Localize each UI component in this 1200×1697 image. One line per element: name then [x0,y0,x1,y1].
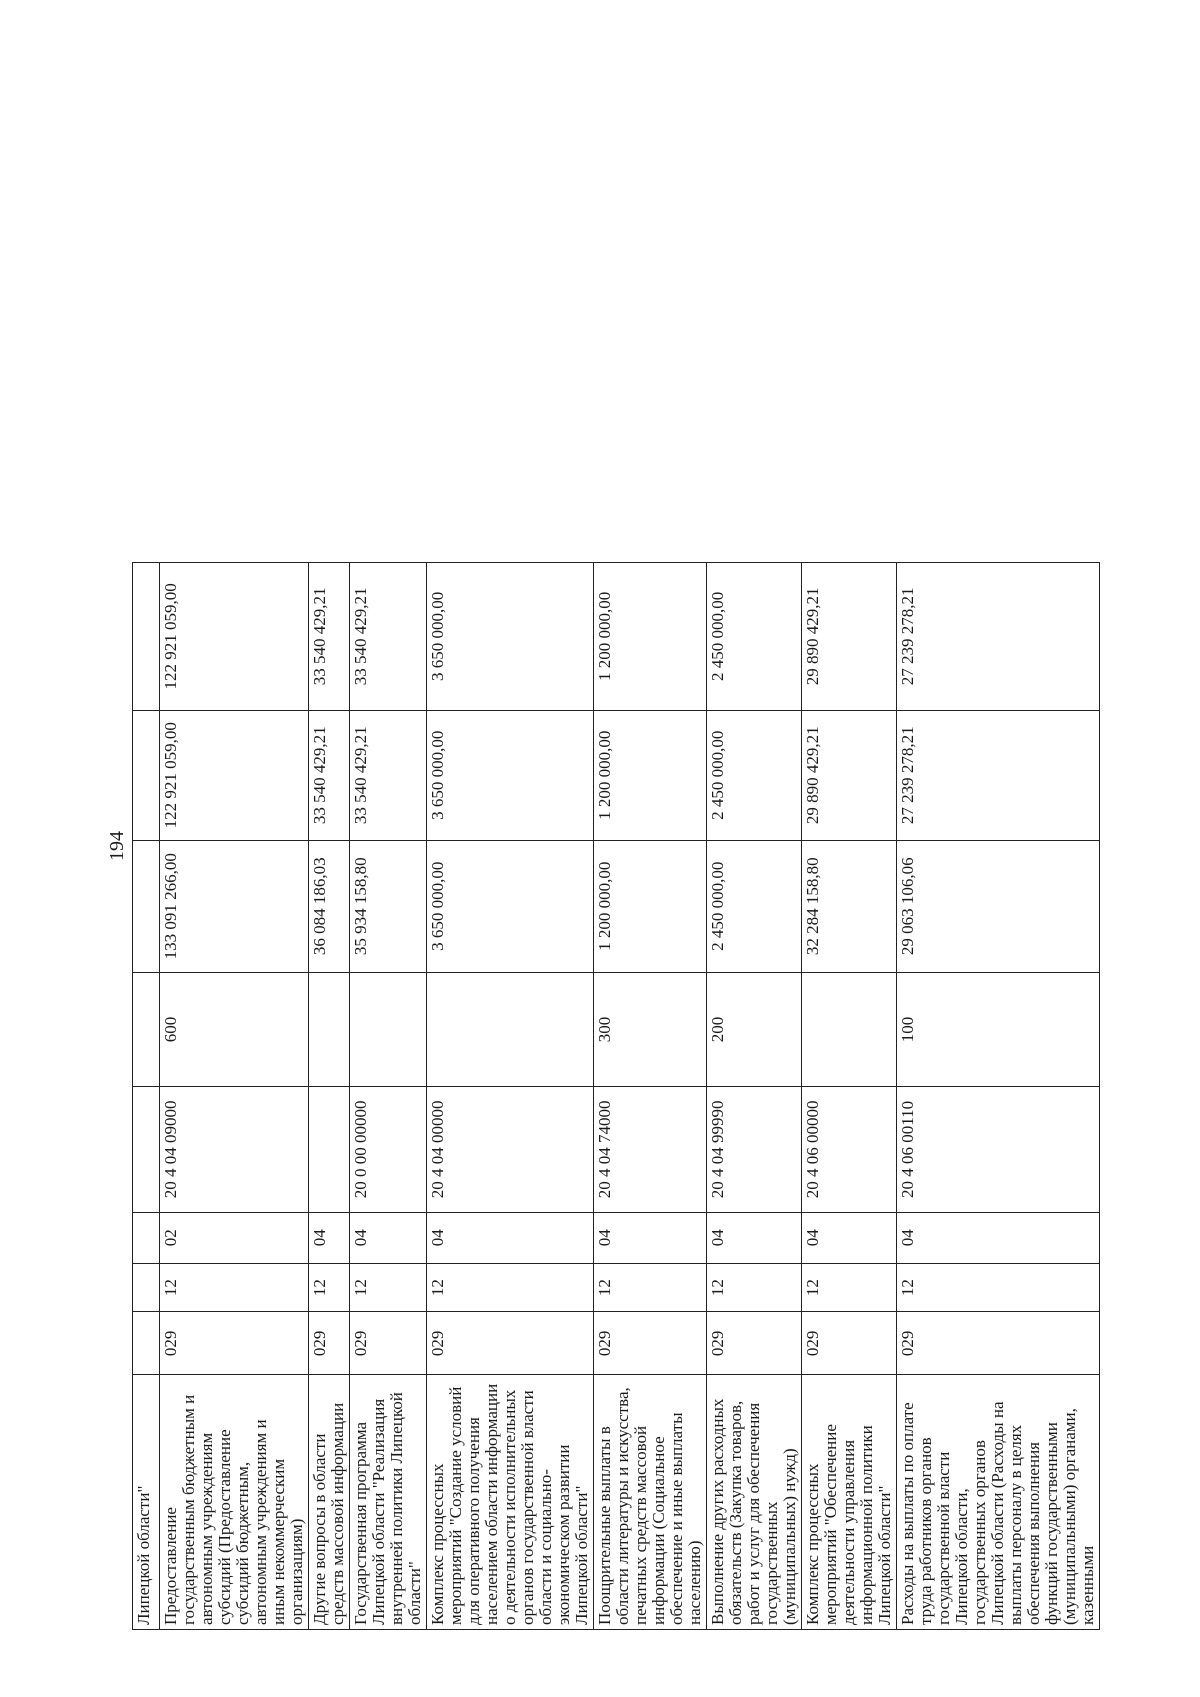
amount-1-cell: 133 091 266,00 [160,840,309,972]
budget-table-container [132,562,1100,1630]
expense-type-cell: 600 [160,972,309,1086]
budget-table [132,562,1100,1630]
amount-2-cell: 122 921 059,00 [160,710,309,840]
amount-1-cell: 3 650 000,00 [427,840,594,972]
amount-2-cell: 29 890 429,21 [802,710,897,840]
amount-1-cell: 35 934 158,80 [350,840,427,972]
amount-3-cell: 1 200 000,00 [594,563,707,711]
row-name-cell: Другие вопросы в области средств массовой информации [309,1375,350,1630]
row-name-cell: Комплекс процессных мероприятий "Создание условий для оперативного получения населением области информации о деятельности исполнительных органов государственной власти области и социально-экономическом развитии Липецкой области" [427,1375,594,1630]
amount-3-cell: 33 540 429,21 [350,563,427,711]
target-article-cell: 20 4 06 00000 [802,1087,897,1213]
row-name-cell: Выполнение других расходных обязательств (Закупка товаров, работ и услуг для обеспечения государственных (муниципальных) нужд) [707,1375,802,1630]
amount-1-cell: 2 450 000,00 [707,840,802,972]
amount-2-cell: 27 239 278,21 [897,710,1100,840]
amount-3-cell: 33 540 429,21 [309,563,350,711]
expense-type-cell [427,972,594,1086]
subsection-code-cell: 04 [594,1212,707,1263]
table-row [427,563,594,1630]
subsection-code-cell: 04 [897,1212,1100,1263]
target-article-cell: 20 4 04 99990 [707,1087,802,1213]
subsection-code-cell: 04 [427,1212,594,1263]
row-name-cell: Комплекс процессных мероприятий "Обеспечение деятельности управления информационной политики Липецкой области" [802,1375,897,1630]
ministry-code-cell: 029 [802,1312,897,1375]
subsection-code-cell: 04 [802,1212,897,1263]
amount-3-cell: 122 921 059,00 [160,563,309,711]
target-article-cell: 20 0 00 00000 [350,1087,427,1213]
expense-type-cell [309,972,350,1086]
row-name-cell: Государственная программа Липецкой области "Реализация внутренней политики Липецкой области" [350,1375,427,1630]
row-name-cell: Расходы на выплаты по оплате труда работников органов государственной власти Липецкой области, государственных органов Липецкой области (Расходы на выплаты персоналу в целях обеспечения выполнения функций государственными (муниципальными) органами, казенными [897,1375,1100,1630]
section-code-cell: 12 [897,1263,1100,1312]
target-article-cell: 20 4 06 00110 [897,1087,1100,1213]
amount-3-cell: 2 450 000,00 [707,563,802,711]
subsection-code-cell: 04 [309,1212,350,1263]
section-code-cell: 12 [309,1263,350,1312]
ministry-code-cell: 029 [350,1312,427,1375]
section-code-cell: 12 [350,1263,427,1312]
row-name-cell: Предоставление государственным бюджетным и автономным учреждениям субсидий (Предоставление субсидий бюджетным, автономным учреждениям и иным некоммерческим организациям) [160,1375,309,1630]
section-code-cell [133,1263,160,1312]
expense-type-cell [133,972,160,1086]
table-row [309,563,350,1630]
ministry-code-cell: 029 [594,1312,707,1375]
expense-type-cell [350,972,427,1086]
amount-3-cell: 29 890 429,21 [802,563,897,711]
amount-2-cell: 1 200 000,00 [594,710,707,840]
expense-type-cell: 200 [707,972,802,1086]
row-name-cell: Липецкой области" [133,1375,160,1630]
ministry-code-cell [133,1312,160,1375]
ministry-code-cell: 029 [427,1312,594,1375]
amount-1-cell: 32 284 158,80 [802,840,897,972]
table-header-row [133,563,160,1630]
subsection-code-cell: 04 [350,1212,427,1263]
table-row [594,563,707,1630]
ministry-code-cell: 029 [897,1312,1100,1375]
table-row [350,563,427,1630]
amount-1-cell [133,840,160,972]
expense-type-cell [802,972,897,1086]
target-article-cell: 20 4 04 00000 [427,1087,594,1213]
expense-type-cell: 100 [897,972,1100,1086]
section-code-cell: 12 [160,1263,309,1312]
amount-3-cell: 3 650 000,00 [427,563,594,711]
subsection-code-cell [133,1212,160,1263]
ministry-code-cell: 029 [160,1312,309,1375]
amount-2-cell [133,710,160,840]
table-row [802,563,897,1630]
target-article-cell [309,1087,350,1213]
section-code-cell: 12 [594,1263,707,1312]
section-code-cell: 12 [427,1263,594,1312]
amount-1-cell: 29 063 106,06 [897,840,1100,972]
table-row [897,563,1100,1630]
target-article-cell [133,1087,160,1213]
subsection-code-cell: 02 [160,1212,309,1263]
page-number: 194 [106,831,128,861]
target-article-cell: 20 4 04 74000 [594,1087,707,1213]
amount-1-cell: 36 084 186,03 [309,840,350,972]
table-row [160,563,309,1630]
amount-1-cell: 1 200 000,00 [594,840,707,972]
ministry-code-cell: 029 [707,1312,802,1375]
row-name-cell: Поощрительные выплаты в области литературы и искусства, печатных средств массовой информации (Социальное обеспечение и иные выплаты населению) [594,1375,707,1630]
amount-3-cell [133,563,160,711]
section-code-cell: 12 [802,1263,897,1312]
amount-3-cell: 27 239 278,21 [897,563,1100,711]
section-code-cell: 12 [707,1263,802,1312]
target-article-cell: 20 4 04 09000 [160,1087,309,1213]
amount-2-cell: 33 540 429,21 [309,710,350,840]
ministry-code-cell: 029 [309,1312,350,1375]
amount-2-cell: 3 650 000,00 [427,710,594,840]
expense-type-cell: 300 [594,972,707,1086]
amount-2-cell: 33 540 429,21 [350,710,427,840]
amount-2-cell: 2 450 000,00 [707,710,802,840]
subsection-code-cell: 04 [707,1212,802,1263]
table-row [707,563,802,1630]
